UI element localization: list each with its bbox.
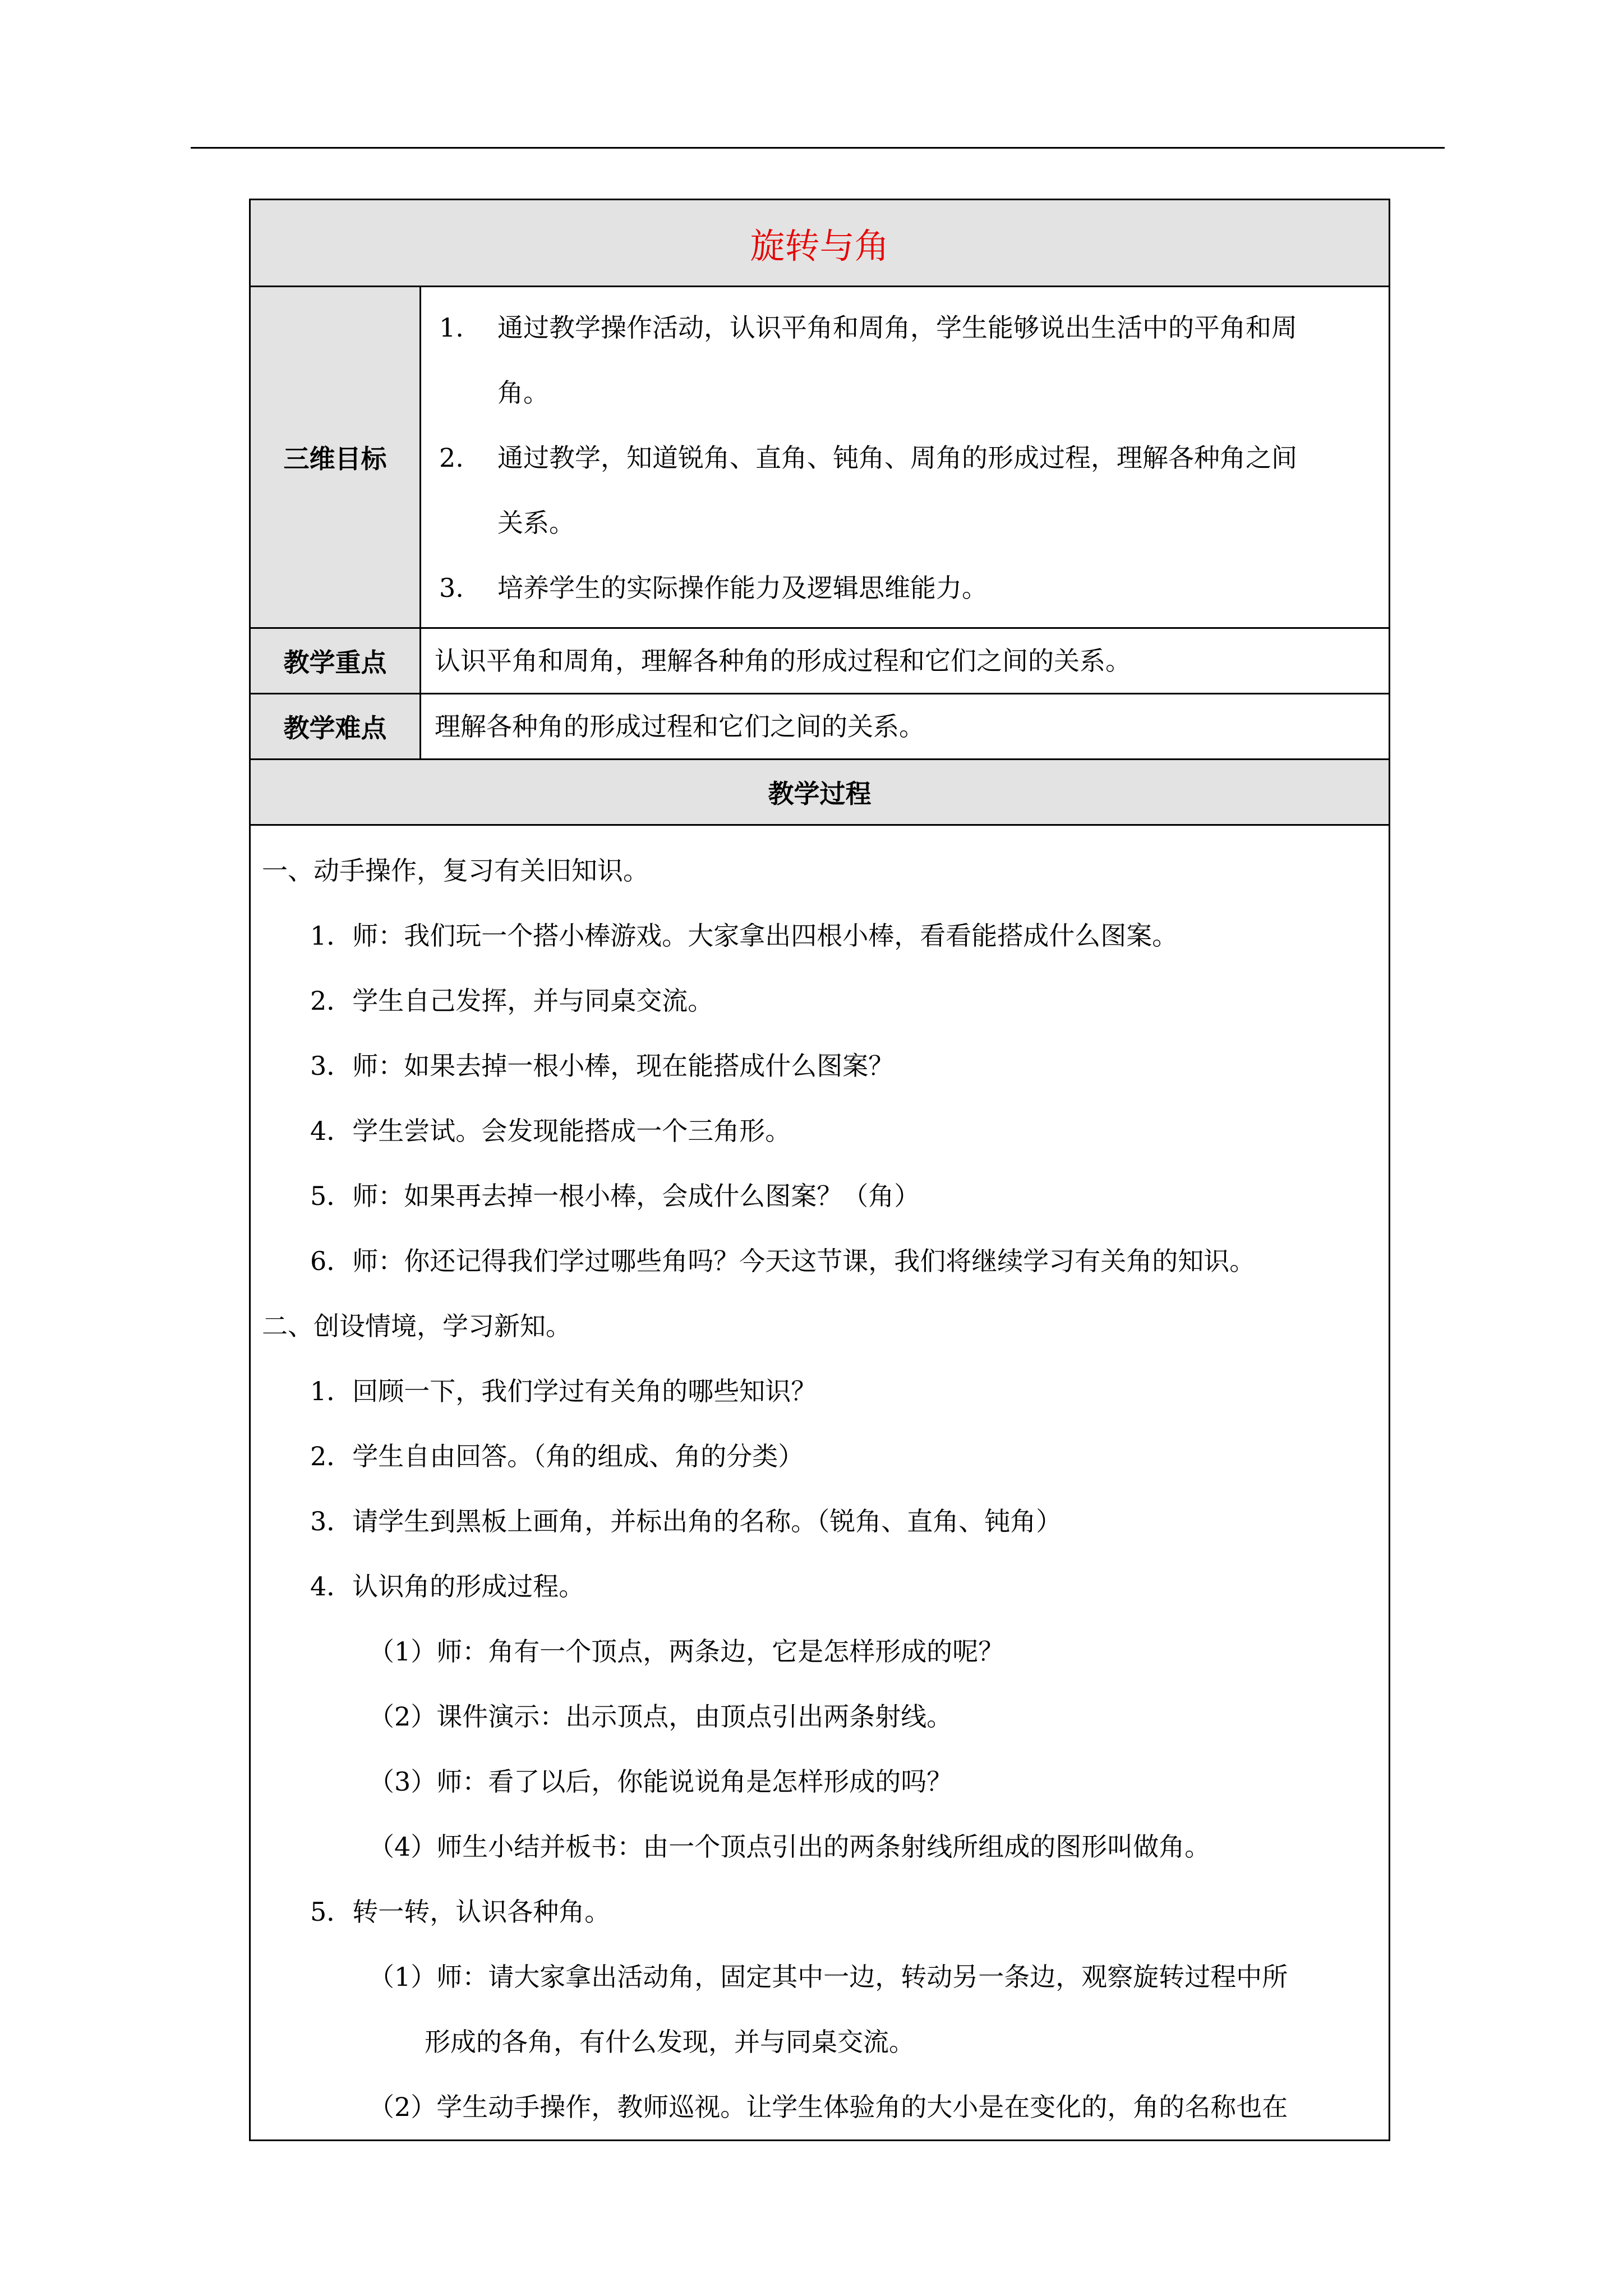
process-line: 一、动手操作，复习有关旧知识。 — [262, 855, 649, 886]
process-line: 6．师：你还记得我们学过哪些角吗？今天这节课，我们将继续学习有关角的知识。 — [310, 1246, 1256, 1276]
process-line: 二、创设情境，学习新知。 — [262, 1311, 571, 1341]
process-line: 4．学生尝试。会发现能搭成一个三角形。 — [310, 1116, 791, 1146]
goal-number: 1. — [439, 312, 464, 343]
goal-text-line: 角。 — [497, 378, 549, 408]
process-line: 形成的各角，有什么发现，并与同桌交流。 — [425, 2027, 915, 2057]
process-line: 3．师：如果去掉一根小棒，现在能搭成什么图案？ — [310, 1051, 895, 1081]
process-content — [250, 825, 1390, 2141]
key-point-row — [250, 628, 1390, 694]
process-line: 5．师：如果再去掉一根小棒，会成什么图案？（角） — [310, 1181, 920, 1211]
lesson-plan-table — [249, 199, 1390, 2141]
difficulty-label: 教学难点 — [250, 694, 421, 760]
goal-text-line: 通过教学操作活动，认识平角和周角，学生能够说出生活中的平角和周 — [497, 312, 1297, 343]
goal-number: 3. — [439, 573, 464, 603]
process-line: （4）师生小结并板书：由一个顶点引出的两条射线所组成的图形叫做角。 — [368, 1832, 1211, 1862]
process-header-row — [250, 760, 1390, 825]
goal-text-line: 关系。 — [497, 508, 575, 538]
process-line: （3）师：看了以后，你能说说角是怎样形成的吗？ — [368, 1766, 953, 1797]
process-line: 3．请学生到黑板上画角，并标出角的名称。（锐角、直角、钝角） — [310, 1506, 1062, 1536]
goal-item — [430, 555, 1375, 620]
process-heading: 教学过程 — [250, 760, 1390, 825]
title-row — [250, 200, 1390, 287]
goal-item — [430, 295, 1375, 425]
goal-number: 2. — [439, 443, 464, 473]
key-point-text: 认识平角和周角，理解各种角的形成过程和它们之间的关系。 — [421, 628, 1390, 694]
goals-row — [250, 287, 1390, 628]
process-line: 5．转一转，认识各种角。 — [310, 1897, 611, 1927]
goal-text-line: 通过教学，知道锐角、直角、钝角、周角的形成过程，理解各种角之间 — [497, 443, 1297, 473]
process-line: 2．学生自己发挥，并与同桌交流。 — [310, 986, 714, 1016]
difficulty-row — [250, 694, 1390, 760]
process-line: （2）学生动手操作，教师巡视。让学生体验角的大小是在变化的，角的名称也在 — [368, 2092, 1288, 2122]
goals-label: 三维目标 — [250, 287, 421, 628]
goal-text-line: 培养学生的实际操作能力及逻辑思维能力。 — [497, 573, 988, 603]
process-line: 2．学生自由回答。（角的组成、角的分类） — [310, 1441, 804, 1471]
process-line: 1．师：我们玩一个搭小棒游戏。大家拿出四根小棒，看看能搭成什么图案。 — [310, 921, 1178, 951]
process-line: 1．回顾一下，我们学过有关角的哪些知识？ — [310, 1376, 817, 1406]
process-line: （2）课件演示：出示顶点，由顶点引出两条射线。 — [368, 1701, 953, 1732]
process-row — [250, 825, 1390, 2141]
lesson-title: 旋转与角 — [750, 225, 889, 266]
goals-content — [421, 287, 1390, 628]
header-rule — [191, 147, 1445, 149]
key-point-label: 教学重点 — [250, 628, 421, 694]
title-cell — [250, 200, 1390, 287]
process-line: （1）师：请大家拿出活动角，固定其中一边，转动另一条边，观察旋转过程中所 — [368, 1962, 1288, 1992]
process-line: 4．认识角的形成过程。 — [310, 1571, 585, 1602]
difficulty-text: 理解各种角的形成过程和它们之间的关系。 — [421, 694, 1390, 760]
process-line: （1）师：角有一个顶点，两条边，它是怎样形成的呢？ — [368, 1636, 1004, 1667]
goal-item — [430, 425, 1375, 555]
